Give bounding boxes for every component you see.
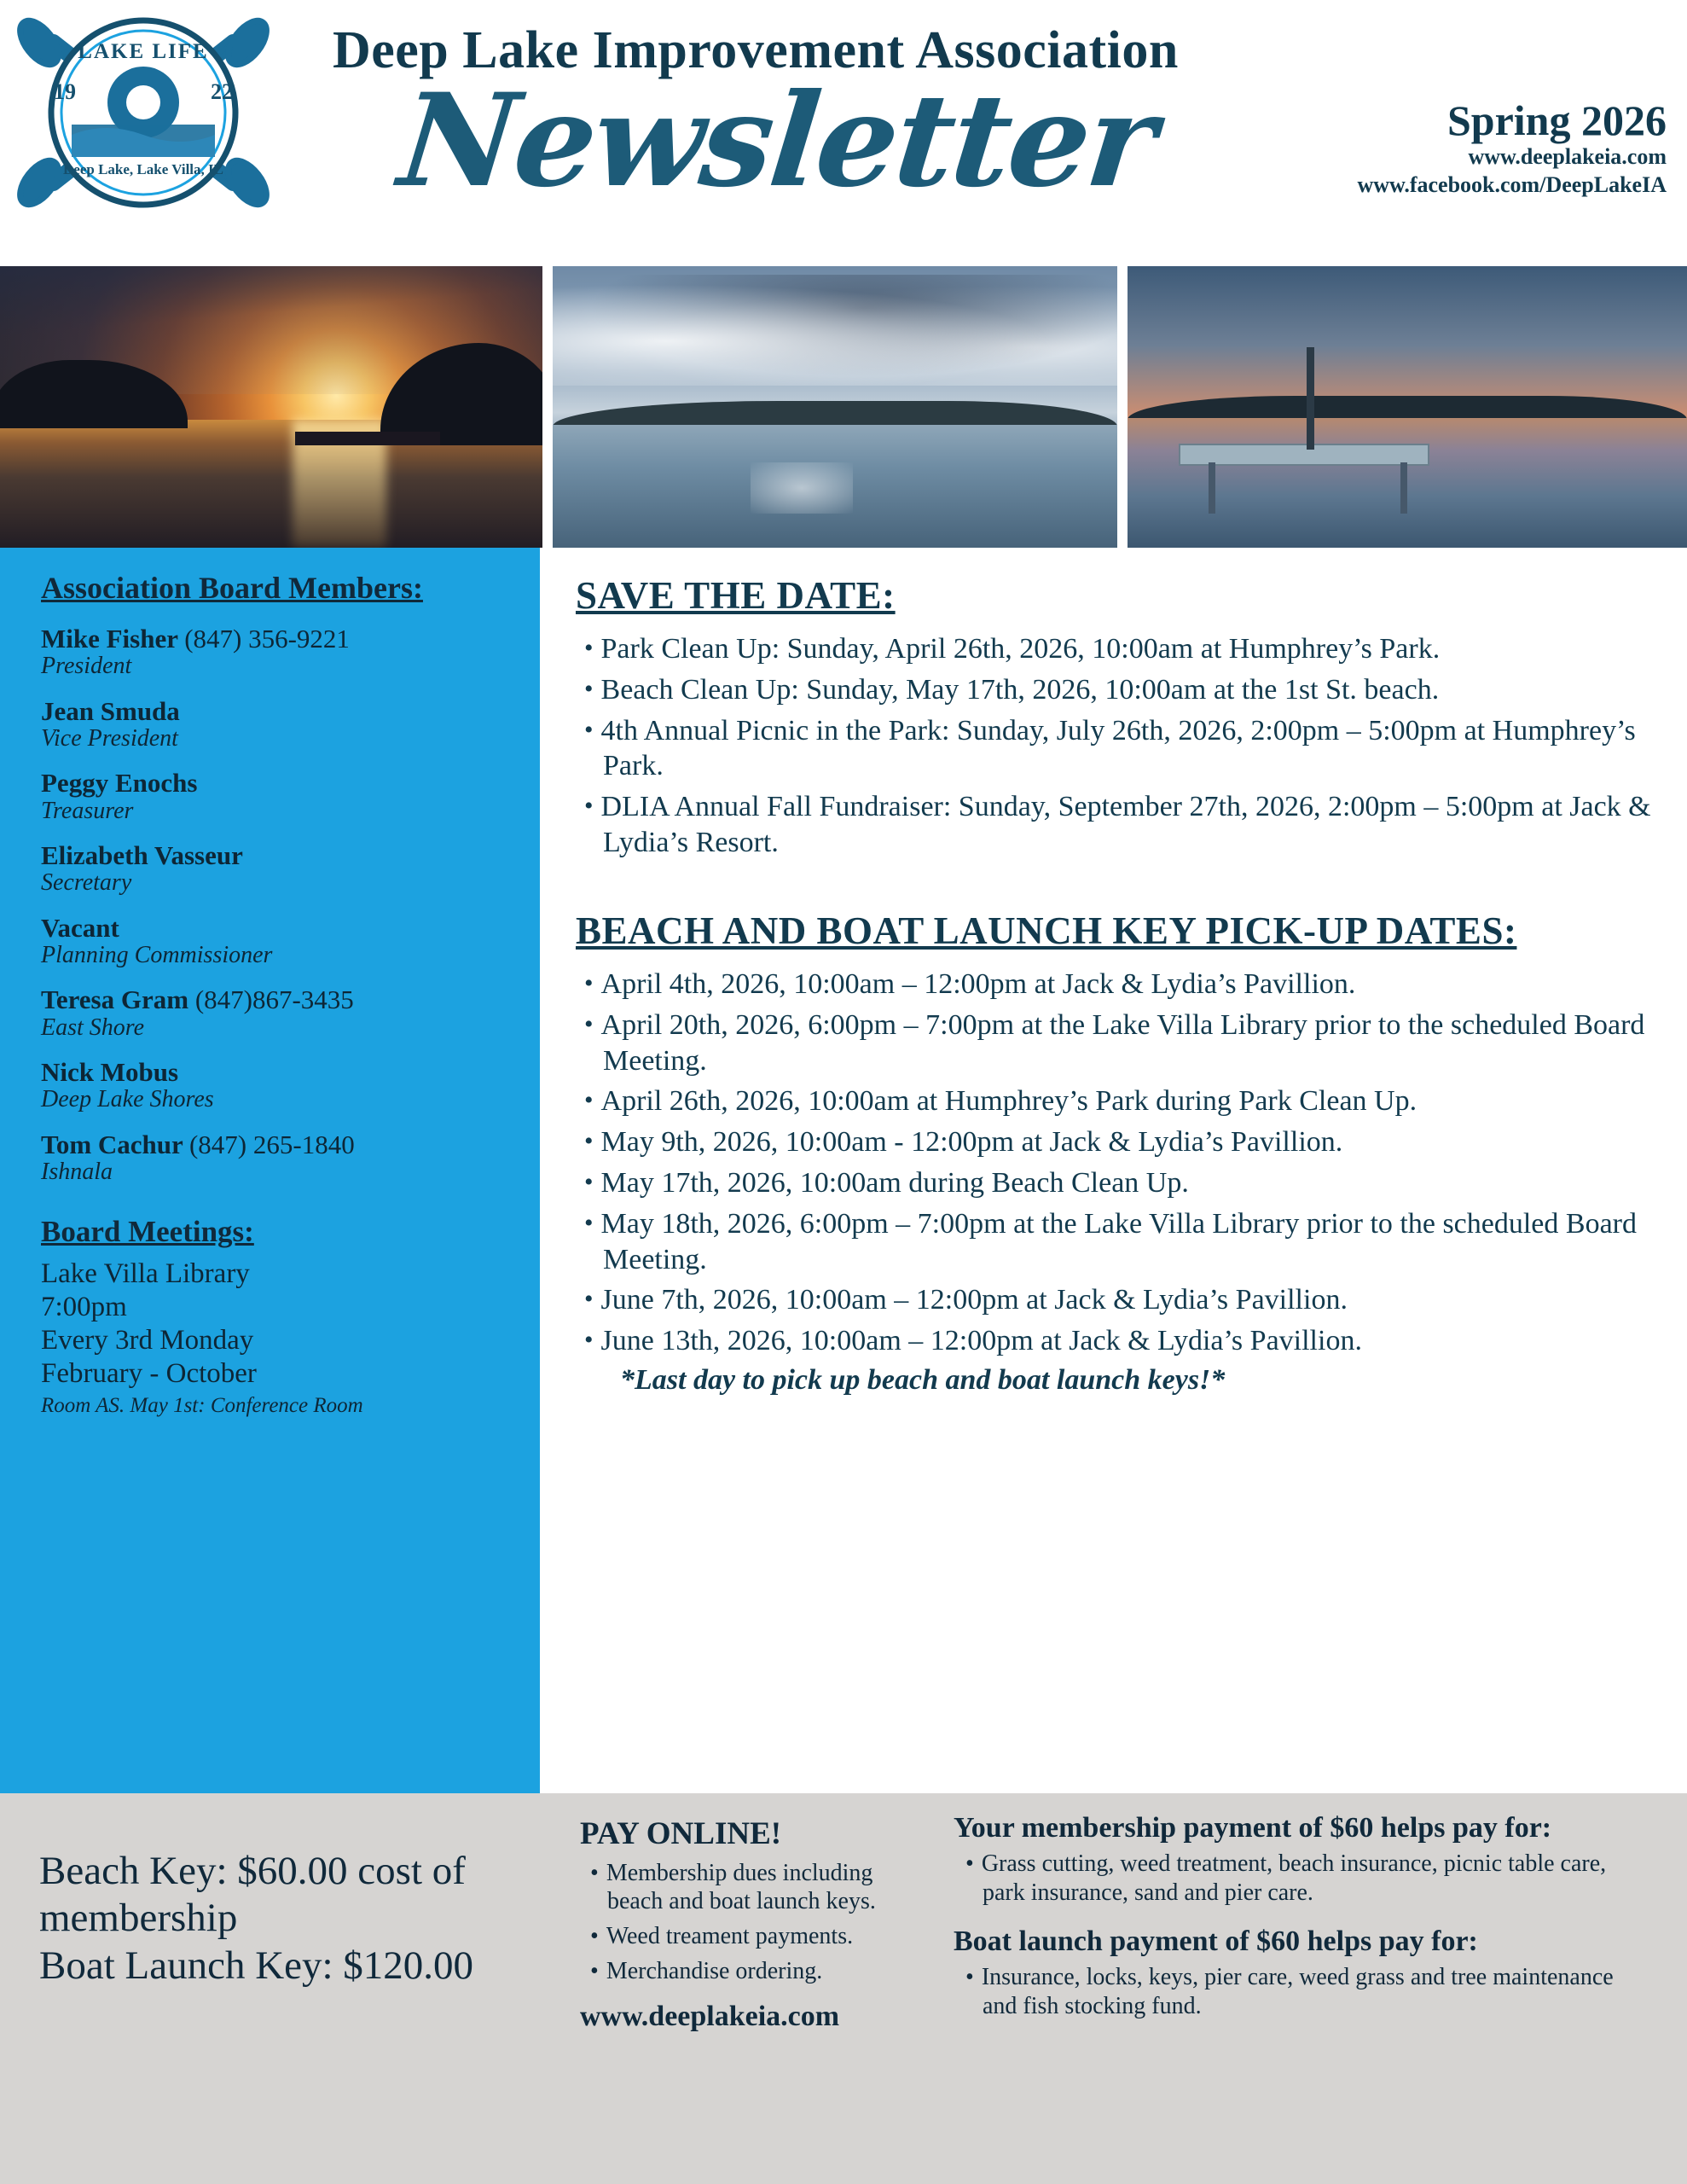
photo-sunset-lake	[0, 266, 542, 548]
member-role: Secretary	[41, 869, 132, 897]
list-item: • Grass cutting, weed treatment, beach insurance, picnic table care, park insurance, sand and pier care.	[960, 1850, 1653, 1907]
pay-online-block	[580, 1815, 921, 2033]
board-member	[41, 624, 514, 681]
photo-pier-dawn	[1128, 266, 1687, 548]
list-item: • Park Clean Up: Sunday, April 26th, 2026, 10:00am at Humphrey’s Park.	[576, 631, 1653, 667]
member-name: Tom Cachur	[41, 1129, 183, 1159]
meeting-location: Lake Villa Library	[41, 1258, 250, 1290]
logo-bottom-text: Deep Lake, Lake Villa, IL	[63, 161, 223, 177]
list-item: • May 18th, 2026, 6:00pm – 7:00pm at the Lake Villa Library prior to the scheduled Board Meeting.	[576, 1206, 1653, 1278]
newsletter-header	[0, 0, 1687, 277]
newsletter-body	[0, 548, 1687, 1793]
page-title: Deep Lake Improvement Association	[333, 21, 1179, 79]
list-item: • May 9th, 2026, 10:00am - 12:00pm at Jack & Lydia’s Pavillion.	[576, 1124, 1653, 1160]
list-item: • May 17th, 2026, 10:00am during Beach Clean Up.	[576, 1165, 1653, 1201]
meeting-months: February - October	[41, 1358, 257, 1390]
board-member	[41, 697, 514, 753]
board-member	[41, 914, 514, 970]
member-role: Vice President	[41, 725, 178, 752]
logo-year-right: 22	[211, 79, 233, 104]
list-item: • April 4th, 2026, 10:00am – 12:00pm at Jack & Lydia’s Pavillion.	[576, 967, 1653, 1002]
facebook-link[interactable]: www.facebook.com/DeepLakeIA	[1357, 171, 1667, 197]
payment-usage-block	[954, 1812, 1653, 2020]
board-meetings-heading: Board Meetings:	[41, 1215, 254, 1249]
member-name: Nick Mobus	[41, 1056, 179, 1087]
association-logo	[15, 7, 271, 220]
key-pickup-heading: BEACH AND BOAT LAUNCH KEY PICK-UP DATES:	[576, 909, 1517, 952]
member-name: Elizabeth Vasseur	[41, 839, 243, 870]
photo-lake-clouds	[553, 266, 1117, 548]
boat-launch-payment-heading: Boat launch payment of $60 helps pay for:	[954, 1926, 1478, 1958]
member-name: Peggy Enochs	[41, 768, 198, 799]
member-role: President	[41, 653, 132, 680]
main-content	[540, 548, 1687, 1793]
member-name: Jean Smuda	[41, 695, 180, 726]
list-item: • 4th Annual Picnic in the Park: Sunday, July 26th, 2026, 2:00pm – 5:00pm at Humphrey’s Park.	[576, 713, 1653, 785]
membership-payment-heading: Your membership payment of $60 helps pay for:	[954, 1812, 1552, 1844]
sidebar	[0, 548, 540, 1793]
list-item: • June 13th, 2026, 10:00am – 12:00pm at Jack & Lydia’s Pavillion.	[576, 1323, 1653, 1359]
logo-year-left: 19	[54, 79, 76, 104]
list-item: • Membership dues including beach and boat launch keys.	[585, 1859, 921, 1915]
newsletter-wordmark: Newsletter	[392, 66, 1161, 216]
member-role: Planning Commissioner	[41, 942, 273, 969]
pay-online-list	[585, 1859, 921, 1985]
save-the-date-heading: SAVE THE DATE:	[576, 574, 896, 617]
meeting-room-note: Room AS. May 1st: Conference Room	[41, 1394, 363, 1417]
board-members-heading: Association Board Members:	[41, 571, 423, 605]
member-phone: (847) 356-9221	[184, 624, 350, 653]
member-role: Deep Lake Shores	[41, 1086, 214, 1113]
list-item: • April 20th, 2026, 6:00pm – 7:00pm at the Lake Villa Library prior to the scheduled Board Meeting.	[576, 1008, 1653, 1079]
boat-usage-list	[960, 1963, 1653, 2020]
member-role: Ishnala	[41, 1159, 113, 1186]
board-member	[41, 841, 514, 897]
list-item: • Beach Clean Up: Sunday, May 17th, 2026, 10:00am at the 1st St. beach.	[576, 672, 1653, 708]
list-item: • Merchandise ordering.	[585, 1957, 921, 1985]
board-member	[41, 1130, 514, 1187]
website-link[interactable]: www.deeplakeia.com	[1468, 144, 1667, 169]
board-member	[41, 985, 514, 1042]
list-item: • DLIA Annual Fall Fundraiser: Sunday, September 27th, 2026, 2:00pm – 5:00pm at Jack & Lydia’s Resort.	[576, 789, 1653, 861]
save-the-date-list	[576, 631, 1653, 861]
key-pickup-footnote: *Last day to pick up beach and boat launch keys!*	[620, 1364, 1226, 1396]
member-role: Treasurer	[41, 797, 134, 824]
meeting-time: 7:00pm	[41, 1292, 127, 1323]
boat-launch-key-price: Boat Launch Key: $120.00	[39, 1943, 474, 1988]
meeting-frequency: Every 3rd Monday	[41, 1325, 254, 1356]
key-pickup-list	[576, 967, 1653, 1359]
logo-top-text: LAKE LIFE	[78, 40, 209, 63]
member-name: Mike Fisher	[41, 624, 178, 653]
newsletter-footer	[0, 1793, 1687, 2184]
pricing-block	[39, 1848, 568, 1989]
beach-key-price: Beach Key: $60.00 cost of membership	[39, 1849, 466, 1941]
member-name: Teresa Gram	[41, 985, 189, 1015]
list-item: • Insurance, locks, keys, pier care, weed grass and tree maintenance and fish stocking fund.	[960, 1963, 1653, 2020]
board-member	[41, 769, 514, 825]
member-role: East Shore	[41, 1014, 145, 1041]
issue-date: Spring 2026	[1446, 96, 1667, 144]
pay-online-heading: PAY ONLINE!	[580, 1816, 782, 1851]
list-item: • Weed treament payments.	[585, 1922, 921, 1950]
photo-strip	[0, 266, 1687, 548]
membership-usage-list	[960, 1850, 1653, 1907]
member-phone: (847)867-3435	[194, 985, 354, 1015]
board-member	[41, 1058, 514, 1114]
list-item: • June 7th, 2026, 10:00am – 12:00pm at Jack & Lydia’s Pavillion.	[576, 1282, 1653, 1318]
member-phone: (847) 265-1840	[188, 1129, 355, 1159]
header-links	[1357, 143, 1667, 199]
member-name: Vacant	[41, 912, 119, 943]
list-item: • April 26th, 2026, 10:00am at Humphrey’s Park during Park Clean Up.	[576, 1083, 1653, 1119]
footer-website-link[interactable]: www.deeplakeia.com	[580, 2001, 840, 2033]
